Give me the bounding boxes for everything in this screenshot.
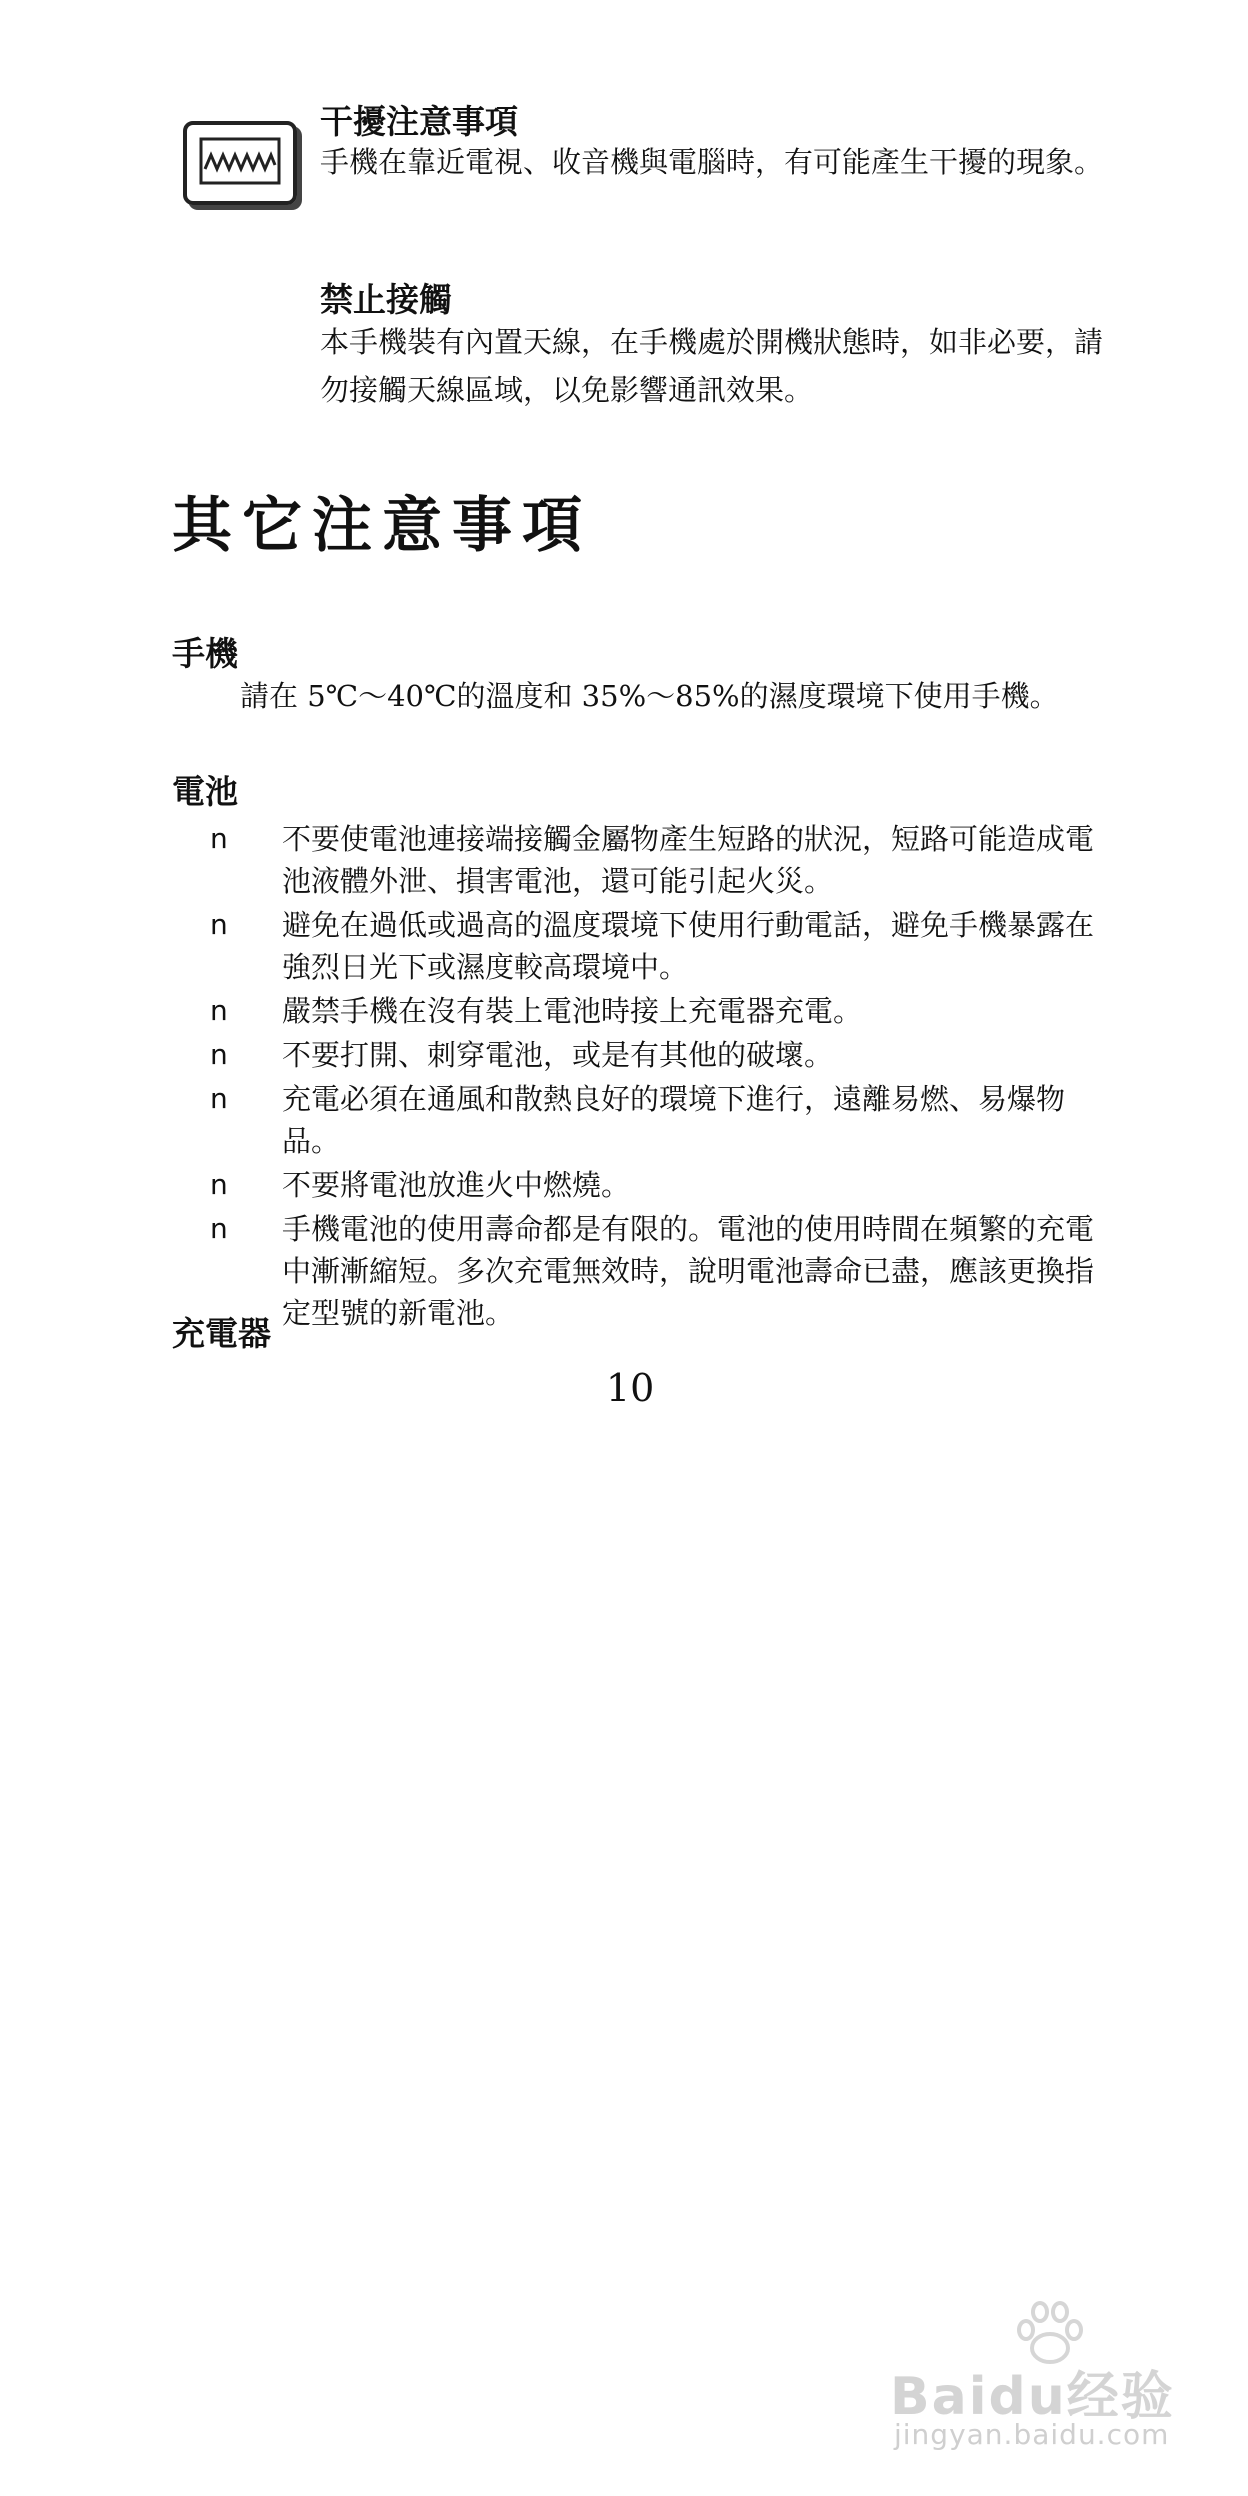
list-item: n 嚴禁手機在沒有裝上電池時接上充電器充電。: [210, 990, 1110, 1032]
list-item: n 充電必須在通風和散熱良好的環境下進行，遠離易燃、易爆物品。: [210, 1078, 1110, 1162]
bullet-mark: n: [210, 1038, 228, 1071]
list-item: n 手機電池的使用壽命都是有限的。電池的使用時間在頻繁的充電中漸漸縮短。多次充電無效時，說明電池壽命已盡，應該更換指定型號的新電池。: [210, 1208, 1110, 1334]
interference-heading: 干擾注意事項: [320, 102, 518, 141]
bullet-mark: n: [210, 908, 228, 941]
baidu-watermark: [890, 2300, 1190, 2460]
list-item: n 避免在過低或過高的溫度環境下使用行動電話，避免手機暴露在強烈日光下或濕度較高環境中。: [210, 904, 1110, 988]
bullet-mark: n: [210, 1168, 228, 1201]
list-item: n 不要將電池放進火中燃燒。: [210, 1164, 1110, 1206]
no-touch-heading: 禁止接觸: [320, 280, 452, 319]
battery-heading: 電池: [172, 772, 238, 811]
phone-text: 請在 5℃～40℃的溫度和 35%～85%的濕度環境下使用手機。: [240, 679, 1059, 713]
section-title: 其它注意事項: [172, 491, 592, 561]
bullet-mark: n: [210, 1082, 228, 1115]
battery-list: [210, 818, 1110, 1336]
interference-wave-icon: [183, 121, 297, 205]
page-number: 10: [606, 1366, 655, 1410]
charger-heading: 充電器: [172, 1314, 271, 1353]
interference-text: 手機在靠近電視、收音機與電腦時，有可能產生干擾的現象。: [320, 145, 1104, 179]
bullet-mark: n: [210, 822, 228, 855]
bullet-mark: n: [210, 994, 228, 1027]
list-item: n 不要使電池連接端接觸金屬物產生短路的狀況，短路可能造成電池液體外泄、損害電池，還可能引起火災。: [210, 818, 1110, 902]
watermark-logo: Baidu经验: [890, 2367, 1175, 2427]
no-touch-text: 本手機裝有內置天線，在手機處於開機狀態時，如非必要，請勿接觸天線區域，以免影響通訊效果。: [320, 325, 1104, 407]
list-item: n 不要打開、刺穿電池，或是有其他的破壞。: [210, 1034, 1110, 1076]
phone-heading: 手機: [172, 634, 238, 673]
watermark-url: jingyan.baidu.com: [894, 2418, 1170, 2451]
bullet-mark: n: [210, 1212, 228, 1245]
